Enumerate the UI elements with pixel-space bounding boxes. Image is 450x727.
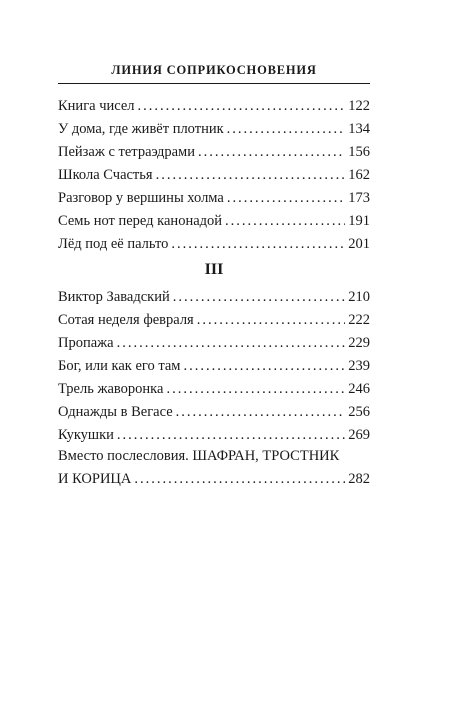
dot-leader (227, 118, 346, 141)
toc-entry-title: Трель жаворонка (58, 381, 164, 397)
dot-leader (117, 332, 346, 355)
header-rule (58, 83, 370, 84)
dot-leader (183, 355, 345, 378)
toc-entry (58, 355, 370, 378)
toc-entry-page: 246 (348, 381, 370, 397)
toc-entry-page: 239 (348, 358, 370, 374)
toc-entry-page: 201 (348, 236, 370, 252)
toc-entry-page: 210 (348, 289, 370, 305)
toc-entry-title: Виктор Завадский (58, 289, 170, 305)
toc-entry-page: 162 (348, 167, 370, 183)
afterword-title-line2-row (58, 468, 370, 491)
toc-entry-page: 156 (348, 144, 370, 160)
toc-list-part-a (58, 95, 370, 256)
toc-entry-page: 191 (348, 213, 370, 229)
dot-leader (227, 187, 345, 210)
toc-entry (58, 233, 370, 256)
toc-entry-page: 229 (348, 335, 370, 351)
toc-entry-page: 173 (348, 190, 370, 206)
toc-entry-title: Сотая неделя февраля (58, 312, 194, 328)
toc-entry (58, 332, 370, 355)
toc-entry (58, 187, 370, 210)
running-header: ЛИНИЯ СОПРИКОСНОВЕНИЯ (111, 63, 317, 77)
dot-leader (156, 164, 346, 187)
toc-entry-page: 122 (348, 98, 370, 114)
dot-leader (198, 141, 345, 164)
toc-entry-page: 134 (348, 121, 370, 137)
toc-entry-title: Разговор у вершины холма (58, 190, 224, 206)
dot-leader (225, 210, 345, 233)
toc-entry-title: Кукушки (58, 427, 114, 443)
toc-list-part-b (58, 286, 370, 447)
toc-entry (58, 210, 370, 233)
toc-entry-title: Однажды в Вегасе (58, 404, 173, 420)
toc-entry (58, 286, 370, 309)
afterword-title-line2: И КОРИЦА (58, 471, 132, 487)
dot-leader (176, 401, 346, 424)
toc-entry (58, 309, 370, 332)
afterword-page: 282 (348, 471, 370, 487)
toc-entry-title: Семь нот перед канонадой (58, 213, 223, 229)
toc-entry-title: Пейзаж с тетраэдрами (58, 144, 195, 160)
toc-entry (58, 424, 370, 447)
toc-entry-page: 256 (348, 404, 370, 420)
toc-entry-title: У дома, где живёт плотник (58, 121, 224, 137)
toc-entry-title: Пропажа (58, 335, 114, 351)
dot-leader (197, 309, 346, 332)
dot-leader (171, 233, 345, 256)
afterword-entry (58, 445, 370, 491)
toc-entry (58, 401, 370, 424)
toc-entry-page: 222 (348, 312, 370, 328)
toc-entry (58, 164, 370, 187)
toc-entry-title: Бог, или как его там (58, 358, 181, 374)
toc-entry (58, 118, 370, 141)
toc-entry (58, 95, 370, 118)
dot-leader (117, 424, 345, 447)
toc-entry (58, 378, 370, 401)
toc-entry (58, 141, 370, 164)
dot-leader (166, 378, 345, 401)
toc-entry-title: Лёд под её пальто (58, 236, 169, 252)
dot-leader (138, 95, 346, 118)
section-numeral: III (204, 261, 224, 278)
toc-entry-title: Школа Счастья (58, 167, 153, 183)
toc-entry-page: 269 (348, 427, 370, 443)
dot-leader (173, 286, 346, 309)
dot-leader (134, 468, 345, 491)
afterword-title-line1: Вместо послесловия. ШАФРАН, ТРОСТНИК (58, 448, 340, 464)
toc-entry-title: Книга чисел (58, 98, 135, 114)
